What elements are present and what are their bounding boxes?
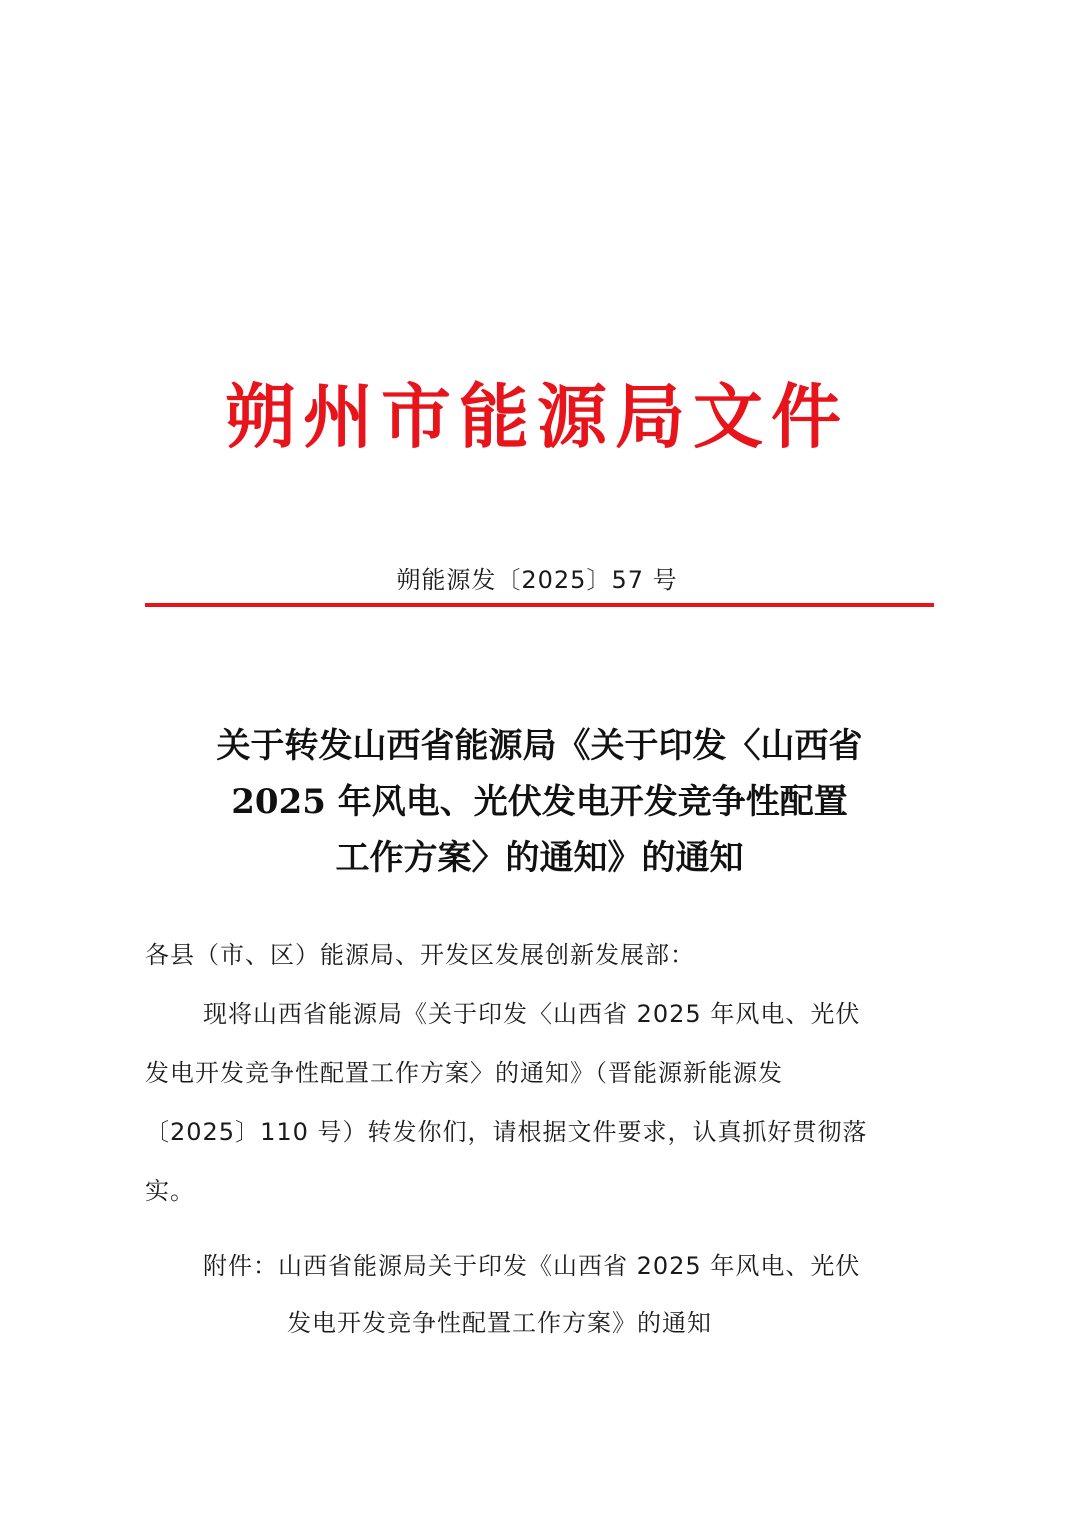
attachment-line: 发电开发竞争性配置工作方案》的通知 [287,1309,712,1337]
red-divider-line [145,603,934,607]
title-line: 2025 年风电、光伏发电开发竞争性配置 [231,782,848,822]
body-line: 发电开发竞争性配置工作方案〉的通知》（晋能源新能源发 [145,1059,783,1087]
body-line: 实。 [145,1177,195,1205]
body-line: 〔2025〕110 号）转发你们，请根据文件要求，认真抓好贯彻落 [145,1118,868,1146]
document-title [145,718,934,886]
attachment-note [203,1238,934,1352]
attachment-line: 附件：山西省能源局关于印发《山西省 2025 年风电、光伏 [203,1252,861,1280]
salutation: 各县（市、区）能源局、开发区发展创新发展部： [145,941,695,969]
title-line: 工作方案〉的通知》的通知 [335,838,744,878]
title-line: 关于转发山西省能源局《关于印发〈山西省 [216,726,863,766]
masthead-title: 朔州市能源局文件 [225,375,849,458]
body-line: 现将山西省能源局《关于印发〈山西省 2025 年风电、光伏 [203,1000,861,1028]
body-paragraph [145,985,934,1221]
document-number: 朔能源发〔2025〕57 号 [396,566,678,594]
